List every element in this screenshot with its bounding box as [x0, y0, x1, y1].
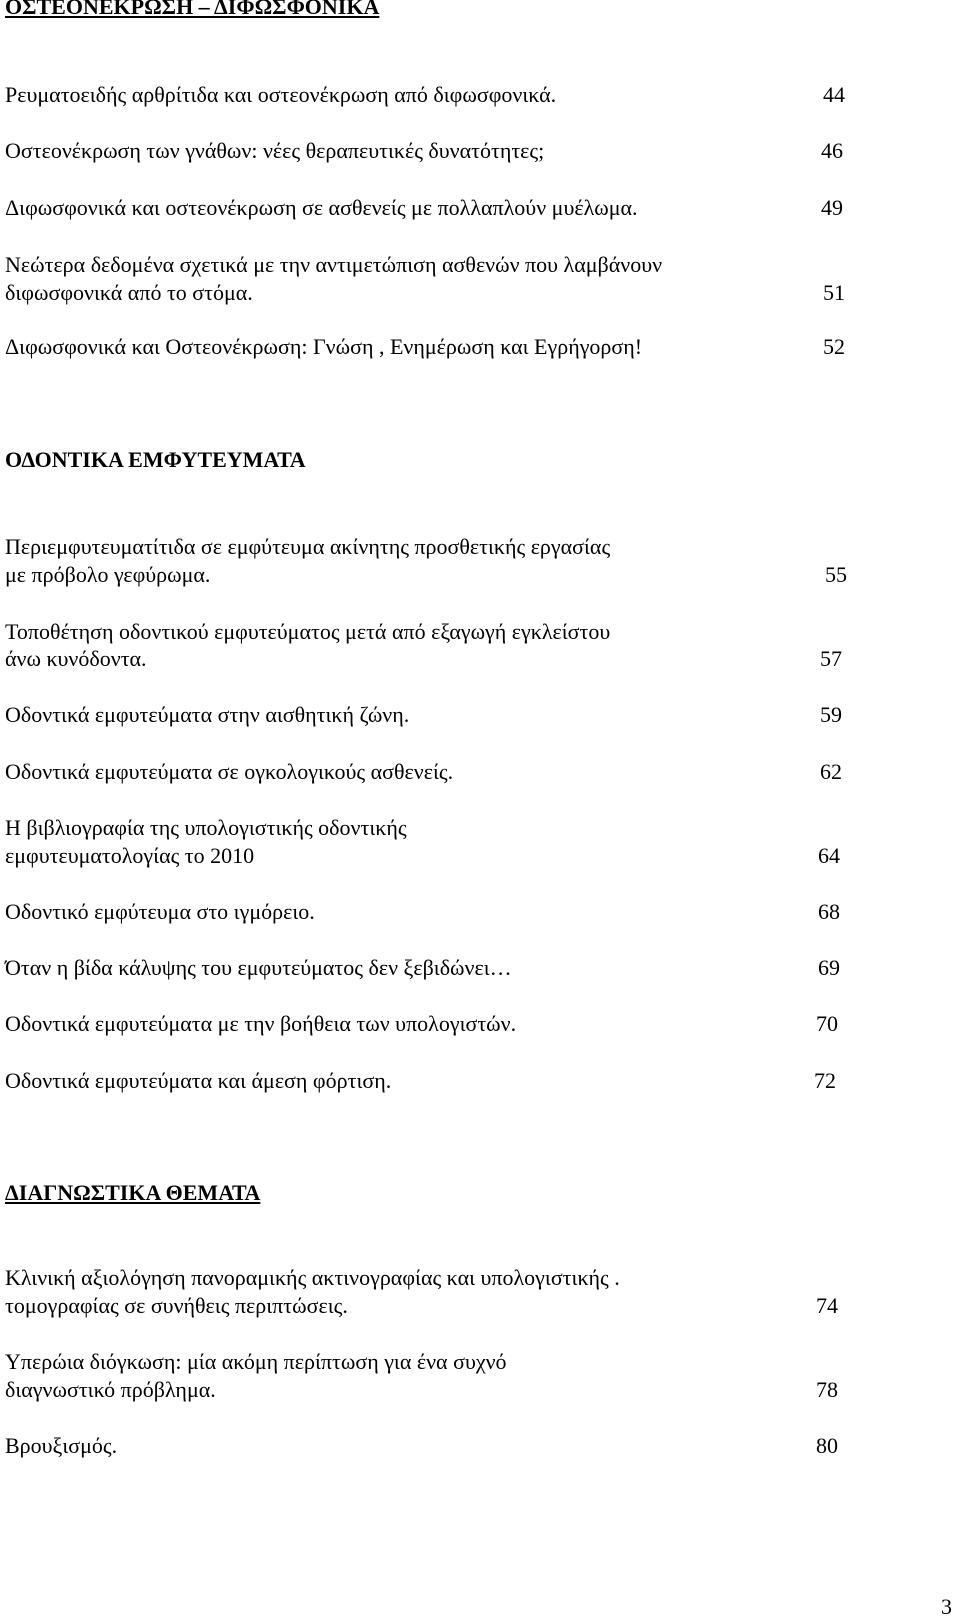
toc-entry-text: εμφυτευματολογίας το 2010	[5, 843, 255, 868]
toc-entry-page: 64	[818, 843, 840, 868]
toc-entry-text: Οδοντικά εμφυτεύματα με την βοήθεια των υπολογιστών.	[5, 1011, 517, 1036]
section-heading-osteonecrosis: ΟΣΤΕΟΝΕΚΡΩΣΗ – ΔΙΦΩΣΦΟΝΙΚΑ	[5, 0, 380, 19]
toc-entry-text: τομογραφίας σε συνήθεις περιπτώσεις.	[5, 1293, 348, 1318]
toc-entry-page: 46	[821, 138, 843, 163]
toc-entry-page: 52	[823, 334, 845, 359]
toc-entry-text: Οδοντικά εμφυτεύματα και άμεση φόρτιση.	[5, 1068, 392, 1093]
toc-entry-text: Τοποθέτηση οδοντικού εμφυτεύματος μετά από εξαγωγή εγκλείστου	[5, 619, 611, 644]
toc-entry-text: διφωσφονικά από το στόμα.	[5, 280, 253, 305]
toc-entry-page: 44	[823, 82, 845, 107]
toc-entry-text: Βρουξισμός.	[5, 1433, 118, 1458]
toc-entry-text: Οδοντικό εμφύτευμα στο ιγμόρειο.	[5, 899, 315, 924]
toc-entry-page: 62	[820, 759, 842, 784]
toc-entry-page: 59	[820, 702, 842, 727]
toc-entry-text: Νεώτερα δεδομένα σχετικά με την αντιμετώπιση ασθενών που λαμβάνουν	[5, 252, 663, 277]
toc-entry-text: Ρευματοειδής αρθρίτιδα και οστεονέκρωση από διφωσφονικά.	[5, 82, 557, 107]
toc-entry-text: με πρόβολο γεφύρωμα.	[5, 562, 211, 587]
toc-entry-page: 49	[821, 195, 843, 220]
toc-entry-page: 57	[820, 646, 842, 671]
toc-entry-page: 78	[816, 1377, 838, 1402]
section-heading-diagnostics: ΔΙΑΓΝΩΣΤΙΚΑ ΘΕΜΑΤΑ	[5, 1180, 261, 1205]
toc-entry-page: 74	[816, 1293, 838, 1318]
toc-entry-text: Κλινική αξιολόγηση πανοραμικής ακτινογραφίας και υπολογιστικής .	[5, 1265, 620, 1290]
toc-entry-page: 68	[818, 899, 840, 924]
toc-entry-page: 51	[823, 280, 845, 305]
toc-entry-text: Περιεμφυτευματίτιδα σε εμφύτευμα ακίνητης προσθετικής εργασίας	[5, 534, 611, 559]
toc-entry-text: άνω κυνόδοντα.	[5, 646, 147, 671]
toc-entry-text: Όταν η βίδα κάλυψης του εμφυτεύματος δεν ξεβιδώνει…	[5, 955, 512, 980]
toc-entry-text: Διφωσφονικά και οστεονέκρωση σε ασθενείς με πολλαπλούν μυέλωμα.	[5, 195, 638, 220]
page-number: 3	[941, 1594, 952, 1619]
toc-entry-page: 69	[818, 955, 840, 980]
toc-entry-page: 80	[816, 1433, 838, 1458]
section-heading-dental-implants: ΟΔΟΝΤΙΚΑ ΕΜΦΥΤΕΥΜΑΤΑ	[5, 447, 306, 472]
toc-entry-text: Οστεονέκρωση των γνάθων: νέες θεραπευτικές δυνατότητες;	[5, 138, 545, 163]
toc-entry-text: Υπερώια διόγκωση: μία ακόμη περίπτωση για ένα συχνό	[5, 1349, 507, 1374]
toc-entry-text: διαγνωστικό πρόβλημα.	[5, 1377, 216, 1402]
toc-entry-text: Η βιβλιογραφία της υπολογιστικής οδοντικής	[5, 815, 407, 840]
toc-entry-page: 70	[816, 1011, 838, 1036]
toc-entry-text: Οδοντικά εμφυτεύματα σε ογκολογικούς ασθενείς.	[5, 759, 454, 784]
toc-entry-text: Οδοντικά εμφυτεύματα στην αισθητική ζώνη.	[5, 702, 410, 727]
toc-entry-page: 55	[825, 562, 847, 587]
toc-entry-page: 72	[814, 1068, 836, 1093]
toc-entry-text: Διφωσφονικά και Οστεονέκρωση: Γνώση , Ενημέρωση και Εγρήγορση!	[5, 334, 643, 359]
